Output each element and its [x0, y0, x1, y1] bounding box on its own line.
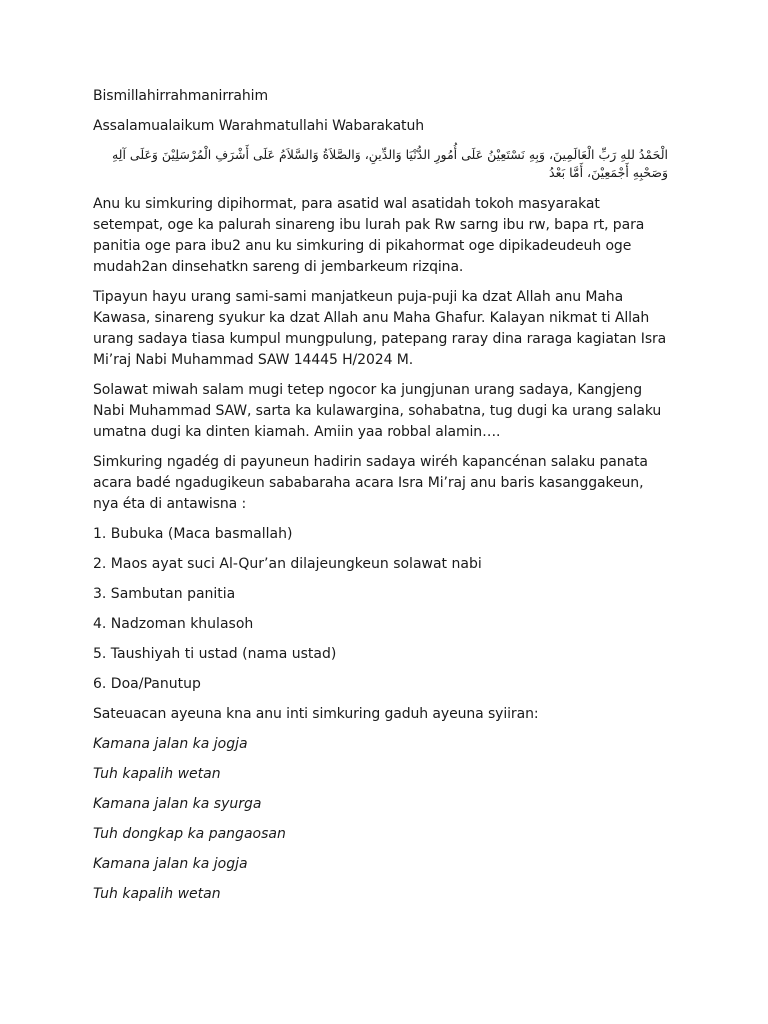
document-page	[93, 86, 668, 914]
poem-line: Kamana jalan ka syurga	[93, 796, 262, 812]
agenda-item: 3. Sambutan panitia	[93, 586, 236, 602]
poem-line: Tuh kapalih wetan	[93, 886, 221, 902]
agenda-item: 4. Nadzoman khulasoh	[93, 616, 254, 632]
agenda-item: 2. Maos ayat suci Al-Qur’an dilajeungkeun solawat nabi	[93, 556, 482, 572]
poem-line: Tuh kapalih wetan	[93, 766, 221, 782]
opening-line: Bismillahirrahmanirrahim	[93, 88, 268, 104]
paragraph-praise: Tipayun hayu urang sami-sami manjatkeun puja-puji ka dzat Allah anu Maha Kawasa, sinareng syukur ka dzat Allah anu Maha Ghafur. Kalayan nikmat ti Allah urang sadaya tiasa kumpul mungpulung, patepang raray dina raraga kagiatan Isra Mi’raj Nabi Muhammad SAW 14445 H/2024 M.	[93, 289, 667, 368]
greeting-line: Assalamualaikum Warahmatullahi Wabarakatuh	[93, 118, 424, 134]
poem-line: Kamana jalan ka jogja	[93, 856, 248, 872]
poem-line: Tuh dongkap ka pangaosan	[93, 826, 286, 842]
paragraph-agenda-intro: Simkuring ngadég di payuneun hadirin sadaya wiréh kapancénan salaku panata acara badé ngadugikeun sababaraha acara Isra Mi’raj anu baris kasanggakeun, nya éta di antawisna :	[93, 454, 648, 512]
agenda-item: 1. Bubuka (Maca basmallah)	[93, 526, 293, 542]
poem	[93, 734, 668, 905]
agenda-item: 6. Doa/Panutup	[93, 676, 201, 692]
poem-intro: Sateuacan ayeuna kna anu inti simkuring gaduh ayeuna syiiran:	[93, 706, 539, 722]
agenda-list	[93, 524, 668, 695]
paragraph-salawat: Solawat miwah salam mugi tetep ngocor ka jungjunan urang sadaya, Kangjeng Nabi Muhammad SAW, sarta ka kulawargina, sohabatna, tug dugi ka urang salaku umatna dugi ka dinten kiamah. Amiin yaa robbal alamin….	[93, 382, 662, 440]
paragraph-honorifics: Anu ku simkuring dipihormat, para asatid wal asatidah tokoh masyarakat setempat, oge ka palurah sinareng ibu lurah pak Rw sarng ibu rw, bapa rt, para panitia oge para ibu2 anu ku simkuring di pikahormat oge dipikadeudeuh oge mudah2an dinsehatkn sareng di jembarkeum rizqina.	[93, 196, 645, 275]
poem-line: Kamana jalan ka jogja	[93, 736, 248, 752]
agenda-item: 5. Taushiyah ti ustad (nama ustad)	[93, 646, 337, 662]
arabic-prayer: الْحَمْدُ للهِ رَبِّ الْعَالَمِينَ، وَبِهِ نَسْتَعِيْنُ عَلَى أُمُورِ الدُّنْيَا وَالدِّينِ، وَالصَّلاَةُ وَالسَّلاَمُ عَلَى أَشْرَفِ الْمُرْسَلِيْنَ وَعَلَى آلِهِ وَصَحْبِهِ أَجْمَعِيْنَ، أَمَّا بَعْدُ	[111, 147, 668, 180]
